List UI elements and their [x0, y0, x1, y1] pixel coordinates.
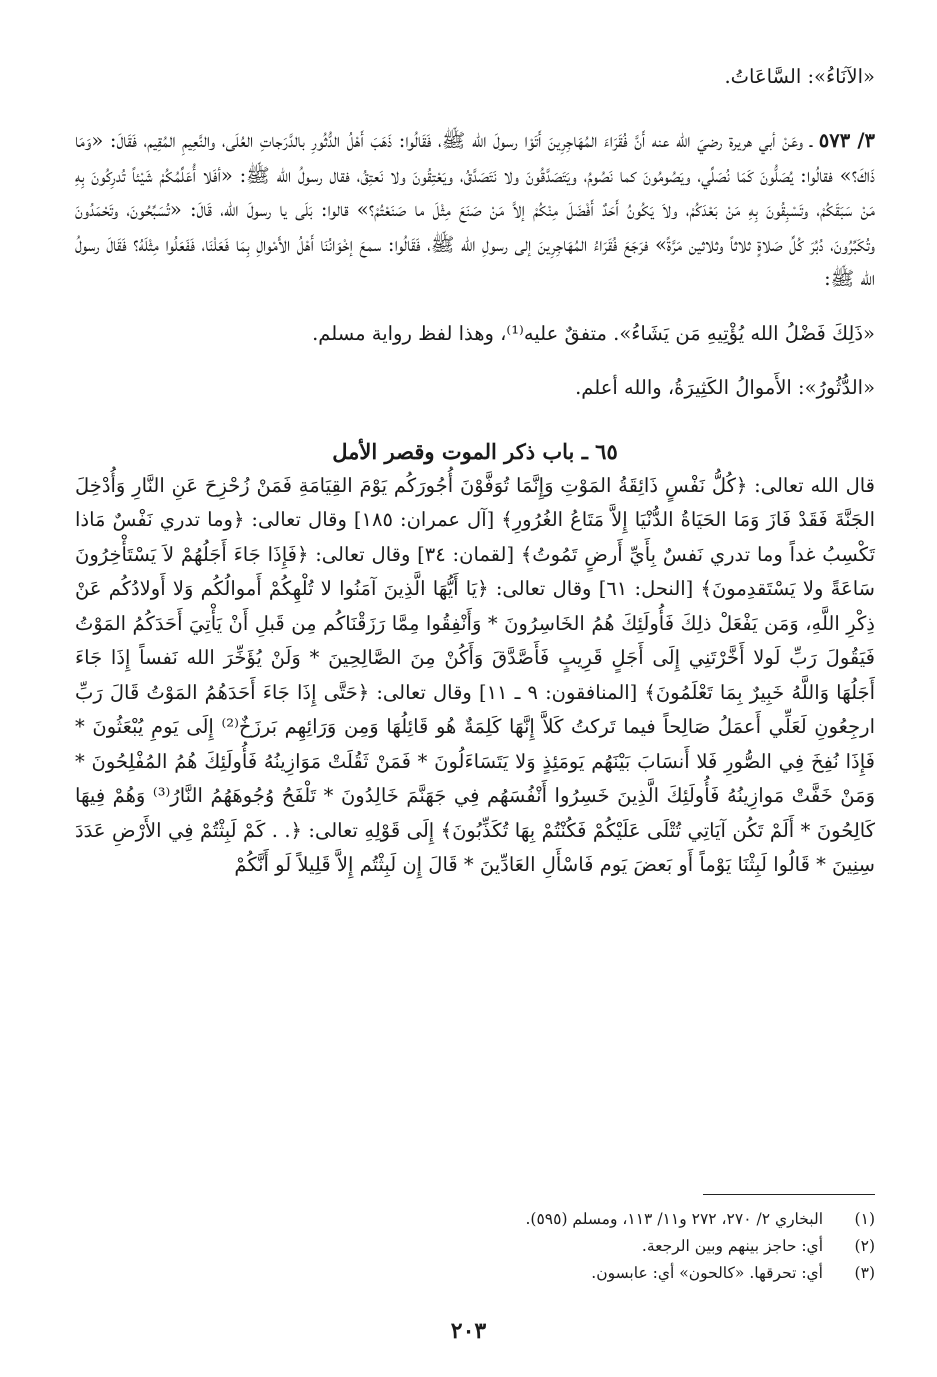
page-body	[75, 60, 875, 883]
hadith-closing: «ذَلِكَ فَضْلُ الله يُؤْتِيهِ مَن يَشَاءُ». متفقٌ عليه⁽¹⁾، وهذا لفظ رواية مسلم.	[312, 321, 875, 345]
chapter-heading: ٦٥ ـ باب ذكر الموت وقصر الأمل	[332, 438, 618, 464]
spacer	[75, 94, 875, 124]
chapter-text: قال الله تعالى: ﴿كُلُّ نَفْسٍ ذَائِقَةُ المَوْتِ وَإِنَّمَا تُوَفَّوْنَ أُجُورَكُم يَوْمَ القِيَامَةِ فَمَنْ زُحْزِحَ عَنِ النَّارِ وَأُدْخِلَ الجَنَّةَ فَقَدْ فَازَ وَمَا الحَيَاةُ الدُّنْيَا إِلاَّ مَتَاعُ الغُرُورِ﴾ [آل عمران: ١٨٥] وقال تعالى: ﴿وما تدري نَفْسٌ مَاذا تَكْسِبُ غداً وما تدري نَفسٌ بِأَيِّ أَرضٍ تَمُوتُ﴾ [لقمان: ٣٤] وقال تعالى: ﴿فَإِذَا جَاءَ أَجَلُهُمْ لاَ يَسْتَأْخِرُونَ سَاعَةً ولا يَسْتَقدِمونَ﴾ [النحل: ٦١] وقال تعالى: ﴿يَا أَيُّهَا الَّذِينَ آمَنُوا لا تُلْهِكُمْ أَموالُكُم وَلا أَولادُكُم عَنْ ذِكْرِ اللَّهِ، وَمَن يَفْعَلْ ذلِكَ فَأُولَئِكَ هُمُ الخَاسِرُونَ * وَأَنْفِقُوا مِمَّا رَزَقْنَاكُم مِن قَبلِ أَنْ يَأْتِيَ أَحَدَكُمُ المَوْتُ فَيَقُولَ رَبِّ لَولا أَخَّرْتَنِي إِلَى أَجَلٍ قَرِيبٍ فَأَصَّدَّقَ وَأَكُنْ مِنَ الصَّالِحِينَ * وَلَنْ يُؤَخِّرَ الله نَفساً إِذَا جَاءَ أَجَلُهَا وَاللَّهُ خَبِيرٌ بِمَا تَعْلَمُونَ﴾ [المنافقون: ٩ ـ ١١] وقال تعالى: ﴿حَتَّى إِذَا جَاءَ أَحَدَهُمُ المَوْتُ قَالَ رَبِّ ارجِعُونِ لَعَلِّي أَعمَلُ صَالِحاً فيما تَركتُ كَلاَّ إِنَّهَا كَلِمَةٌ هُو قَائِلُهَا وَمِن وَرَائِهِم بَرزَخٌ⁽²⁾ إِلَى يَومِ يُبْعَثُونَ * فَإِذَا نُفِخَ فِي الصُّورِ فَلا أَنسَابَ بَيْنَهُم يَومَئِذٍ وَلا يَتَسَاءَلُونَ * فَمَنْ ثَقُلَتْ مَوَازِينُهُ فَأُولَئِكَ هُمُ المُفْلِحُونَ * وَمَنْ خَفَّتْ مَوازِينُهُ فَأُولَئِكَ الَّذِينَ خَسِرُوا أَنْفُسَهُم فِي جَهَنَّمَ خَالِدُونَ * تَلْفَحُ وُجُوهَهُمُ النَّارُ⁽³⁾ وَهُمْ فِيهَا كَالِحُونَ * أَلَمْ تَكُن آيَاتِي تُتْلَى عَلَيْكُمْ فَكُنْتُمْ بِهَا تُكَذِّبُونَ﴾ إِلَى قَوْلِهِ تعالى: ﴿. . كَمْ لَبِثْتُمْ فِي الأَرْضِ عَدَدَ سِنِينَ * قَالُوا لَبِثْنَا يَوْماً أَو بَعضَ يَوم فَاسْأَلِ العَادِّينَ * قَالَ إِن لَبِثْتُم إِلاَّ قَلِيلاً لَو أَنَّكُمْ	[75, 473, 875, 876]
footnote-text: البخاري ٢/ ٢٧٠، ٢٧٢ و١١/ ١١٣، ومسلم (٥٩٥).	[525, 1210, 823, 1228]
footnote-text: أي: تحرقها. «كالحون» أي: عابسون.	[591, 1264, 823, 1282]
footnote-number: (٣)	[854, 1264, 875, 1282]
spacer	[75, 351, 875, 371]
hadith-paragraph	[75, 124, 875, 297]
footnote-separator	[703, 1194, 875, 1195]
hadith-gloss: «الدُّثُورُ»: الأَموالُ الكَثِيرَةُ، والله أعلم.	[575, 375, 875, 399]
hadith-text: ـ وعَنْ أبي هريرة رضيَ الله عنه أَنَّ فُقَرَاءَ المُهَاجِرِينَ أَتَوْا رسولَ الله ﷺ، فَقَالُوا: ذَهَبَ أَهْلُ الدُّثُورِ بالدَّرَجاتِ العُلَى، والنَّعِيمِ المُقِيم، فَقَالَ: «وَمَا ذَاكَ؟» فقالُوا: يُصَلُّونَ كَمَا نُصَلِّي، ويَصُومُونَ كما نَصُومُ، ويَتَصَدَّقُونَ ولا نَتَصَدَّقُ، ويَعْتِقُونَ ولا نَعتِقُ، فقال رسولُ الله ﷺ: «أفَلا أُعَلِّمُكُمْ شَيْئاً تُدرِكُونَ بِهِ مَنْ سَبَقَكُمْ، وتَسْبِقُونَ بِهِ مَنْ بَعْدَكُمْ، ولاَ يَكُونُ أَحَدٌ أَفْضَلَ مِنْكُمْ إلاَّ مَنْ صَنَعَ مِثْلَ ما صَنَعْتُمْ؟» قالوا: بَلَى يا رسولَ الله، قَالَ: «تُسَبِّحُونَ، وتَحْمَدُونَ وتُكَبِّرُونَ، دُبُرَ كُلِّ صَلاةٍ ثلاثاً وثلاثين مَرَّةً» فرَجَعَ فُقَرَاءُ المُهَاجِرِينَ إلى رسولِ الله ﷺ، فَقَالُوا: سمعَ إخْوَانُنَا أَهْلُ الأَمْوالِ بِمَا فَعَلْنَا، فَفَعَلُوا مِثْلَهُ؟ فَقَالَ رسولُ الله ﷺ:	[75, 129, 875, 290]
footnote	[75, 1233, 875, 1260]
footnote-number: (٢)	[854, 1237, 875, 1255]
footnote	[75, 1260, 875, 1287]
footnote	[75, 1206, 875, 1233]
top-note: «الآنَاءُ»: السَّاعَاتُ.	[724, 65, 875, 88]
spacer	[75, 297, 875, 317]
hadith-number: ٣/ ٥٧٣	[818, 129, 875, 152]
footnote-number: (١)	[854, 1210, 875, 1228]
page-number: ٢٠٣	[450, 1318, 487, 1344]
footnote-text: أي: حاجز بينهم وبين الرجعة.	[641, 1237, 823, 1255]
footnotes	[75, 1206, 875, 1287]
spacer	[75, 405, 875, 435]
